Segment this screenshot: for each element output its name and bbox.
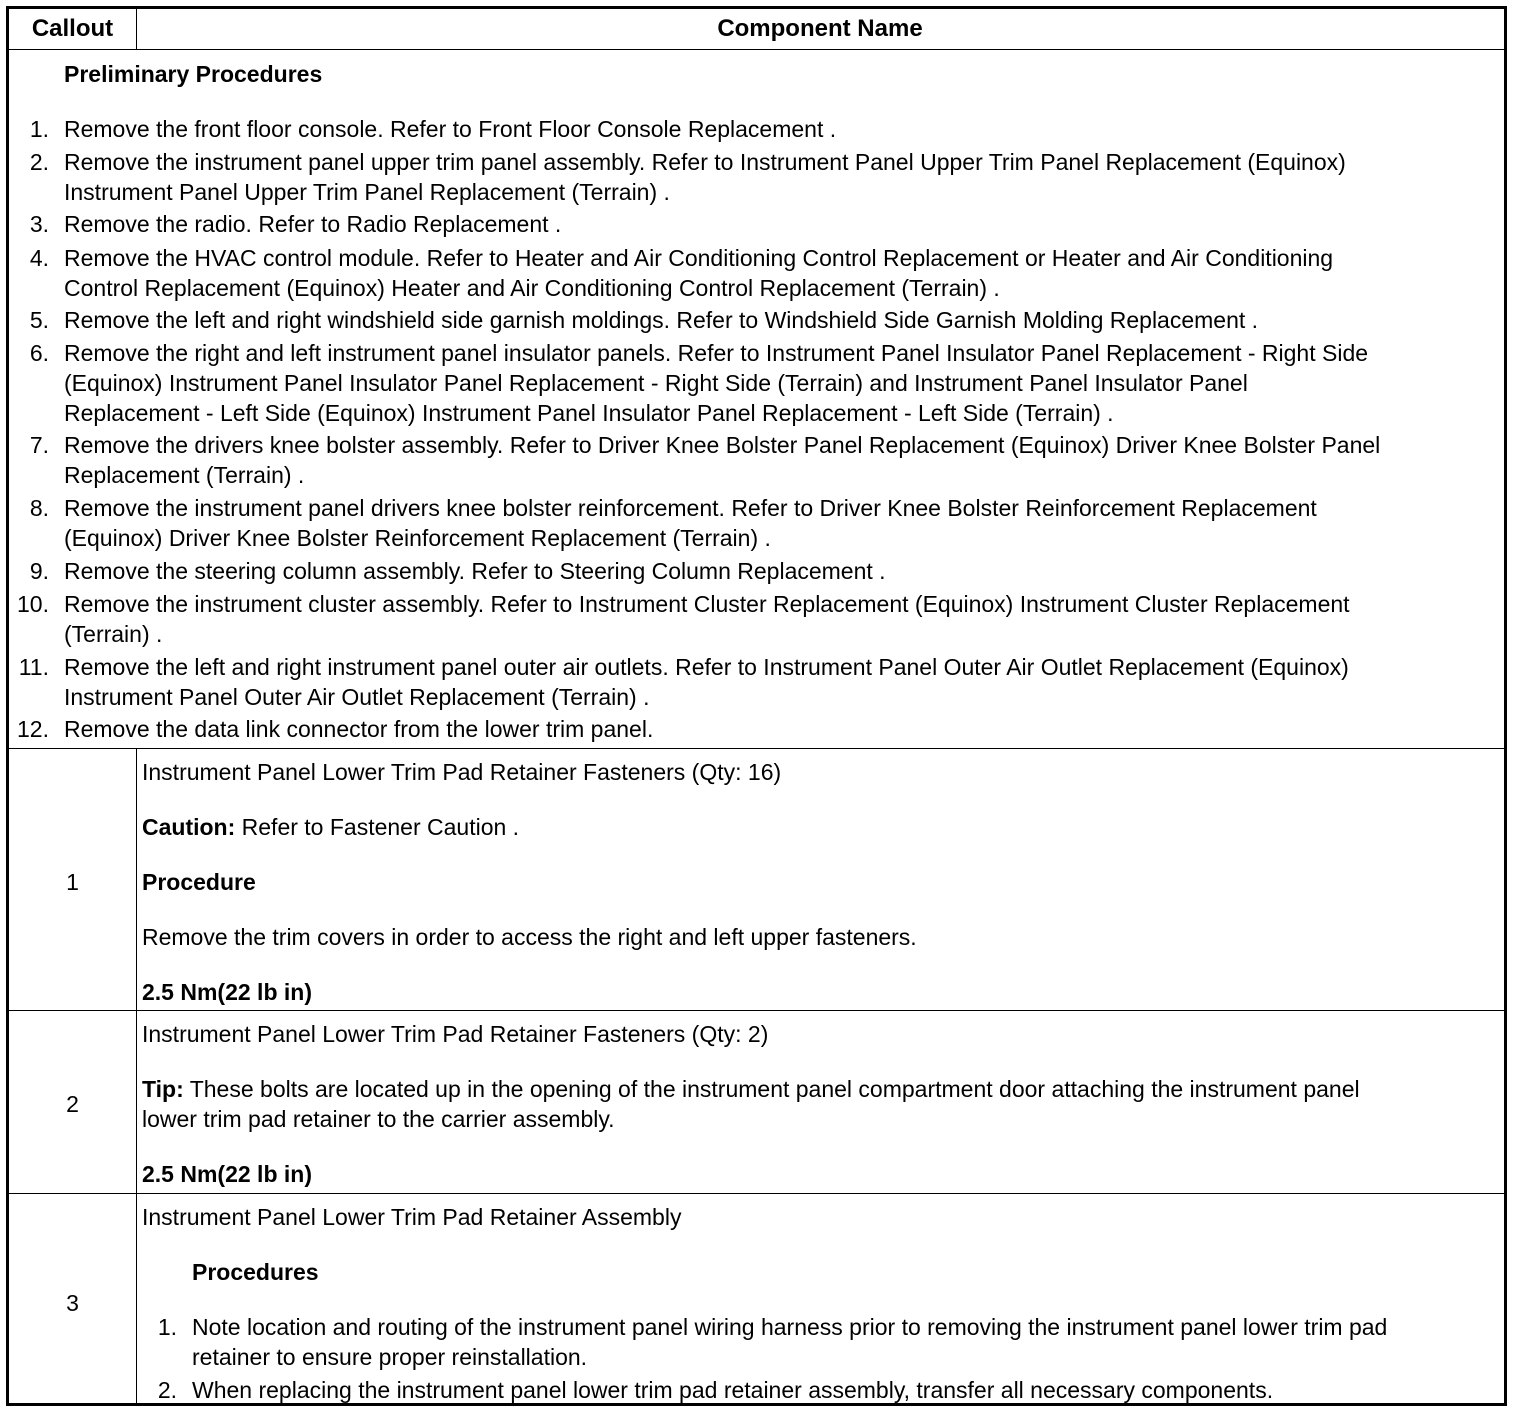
caution-note (142, 812, 519, 842)
component-name: Instrument Panel Lower Trim Pad Retainer Fasteners (Qty: 2) (142, 1021, 769, 1047)
tip-note (142, 1074, 1360, 1104)
caution-label: Caution: (142, 814, 236, 840)
step-text: Remove the instrument panel drivers knee bolster reinforcement. Refer to Driver Knee Bolster Reinforcement Replacement (64, 495, 1317, 521)
step-text: Replacement - Left Side (Equinox) Instrument Panel Insulator Panel Replacement - Left Side (Terrain) . (64, 400, 1114, 426)
component-name: Instrument Panel Lower Trim Pad Retainer Fasteners (Qty: 16) (142, 759, 782, 785)
step-number: 9. (29, 558, 49, 584)
step-number: 5. (29, 307, 49, 333)
step-text: Remove the data link connector from the lower trim panel. (64, 716, 654, 742)
torque-spec: 2.5 Nm(22 lb in) (142, 979, 312, 1005)
column-divider (136, 748, 137, 1403)
callout-number: 1 (66, 869, 79, 895)
row-divider (9, 1010, 1504, 1011)
callout-number: 2 (66, 1091, 79, 1117)
step-text: Remove the right and left instrument panel insulator panels. Refer to Instrument Panel Insulator Panel Replacement - Right Side (64, 340, 1369, 366)
step-number: 1. (29, 116, 49, 142)
step-text: (Terrain) . (64, 621, 163, 647)
step-number: 3. (29, 211, 49, 237)
procedure-table (6, 6, 1507, 1406)
procedure-title: Procedure (142, 869, 256, 895)
tip-text: These bolts are located up in the opening of the instrument panel compartment door attaching the instrument panel (183, 1076, 1360, 1102)
step-text: Remove the drivers knee bolster assembly. Refer to Driver Knee Bolster Panel Replacement (Equinox) Driver Knee Bolster Panel (64, 432, 1381, 458)
component-name: Instrument Panel Lower Trim Pad Retainer Assembly (142, 1204, 682, 1230)
procedure-text: Remove the trim covers in order to access the right and left upper fasteners. (142, 924, 917, 950)
column-divider-header (136, 9, 137, 49)
step-number: 11. (18, 654, 49, 680)
step-text: Remove the HVAC control module. Refer to Heater and Air Conditioning Control Replacement or Heater and Air Conditioning (64, 245, 1334, 271)
step-number: 1. (157, 1314, 177, 1340)
step-text: Instrument Panel Outer Air Outlet Replacement (Terrain) . (64, 684, 650, 710)
step-number: 12. (17, 716, 49, 742)
step-text: Remove the steering column assembly. Refer to Steering Column Replacement . (64, 558, 886, 584)
callout-number: 3 (66, 1290, 79, 1316)
step-text: (Equinox) Instrument Panel Insulator Panel Replacement - Right Side (Terrain) and Instrument Panel Insulator Panel (64, 370, 1248, 396)
caution-text: Refer to Fastener Caution . (235, 814, 520, 840)
header-divider (9, 49, 1504, 50)
step-text: Control Replacement (Equinox) Heater and Air Conditioning Control Replacement (Terrain) . (64, 275, 1000, 301)
step-number: 10. (17, 591, 49, 617)
step-number: 6. (29, 340, 49, 366)
step-text: (Equinox) Driver Knee Bolster Reinforcement Replacement (Terrain) . (64, 525, 771, 551)
tip-text: lower trim pad retainer to the carrier assembly. (142, 1106, 615, 1132)
row-divider (9, 1193, 1504, 1194)
step-number: 8. (29, 495, 49, 521)
step-text: Remove the left and right windshield side garnish moldings. Refer to Windshield Side Garnish Molding Replacement . (64, 307, 1259, 333)
step-text: When replacing the instrument panel lower trim pad retainer assembly, transfer all necessary components. (192, 1377, 1274, 1403)
step-text: Instrument Panel Upper Trim Panel Replacement (Terrain) . (64, 179, 670, 205)
step-number: 2. (157, 1377, 177, 1403)
torque-spec: 2.5 Nm(22 lb in) (142, 1161, 312, 1187)
prelim-title: Preliminary Procedures (64, 61, 323, 87)
step-text: Replacement (Terrain) . (64, 462, 305, 488)
step-text: Remove the left and right instrument panel outer air outlets. Refer to Instrument Panel Outer Air Outlet Replacement (Equinox) (64, 654, 1349, 680)
step-text: Remove the front floor console. Refer to Front Floor Console Replacement . (64, 116, 837, 142)
step-text: retainer to ensure proper reinstallation. (192, 1344, 588, 1370)
component-name-header: Component Name (717, 15, 923, 42)
procedures-title: Procedures (192, 1259, 319, 1285)
step-number: 7. (29, 432, 49, 458)
callout-header: Callout (31, 15, 114, 42)
step-number: 2. (29, 149, 49, 175)
step-text: Remove the instrument panel upper trim panel assembly. Refer to Instrument Panel Upper Trim Panel Replacement (Equinox) (64, 149, 1346, 175)
step-text: Remove the radio. Refer to Radio Replacement . (64, 211, 562, 237)
step-number: 4. (29, 245, 49, 271)
step-text: Remove the instrument cluster assembly. Refer to Instrument Cluster Replacement (Equinox) Instrument Cluster Replacement (64, 591, 1350, 617)
tip-label: Tip: (142, 1076, 184, 1102)
row-divider (9, 748, 1504, 749)
step-text: Note location and routing of the instrument panel wiring harness prior to removing the instrument panel lower trim pad (192, 1314, 1388, 1340)
